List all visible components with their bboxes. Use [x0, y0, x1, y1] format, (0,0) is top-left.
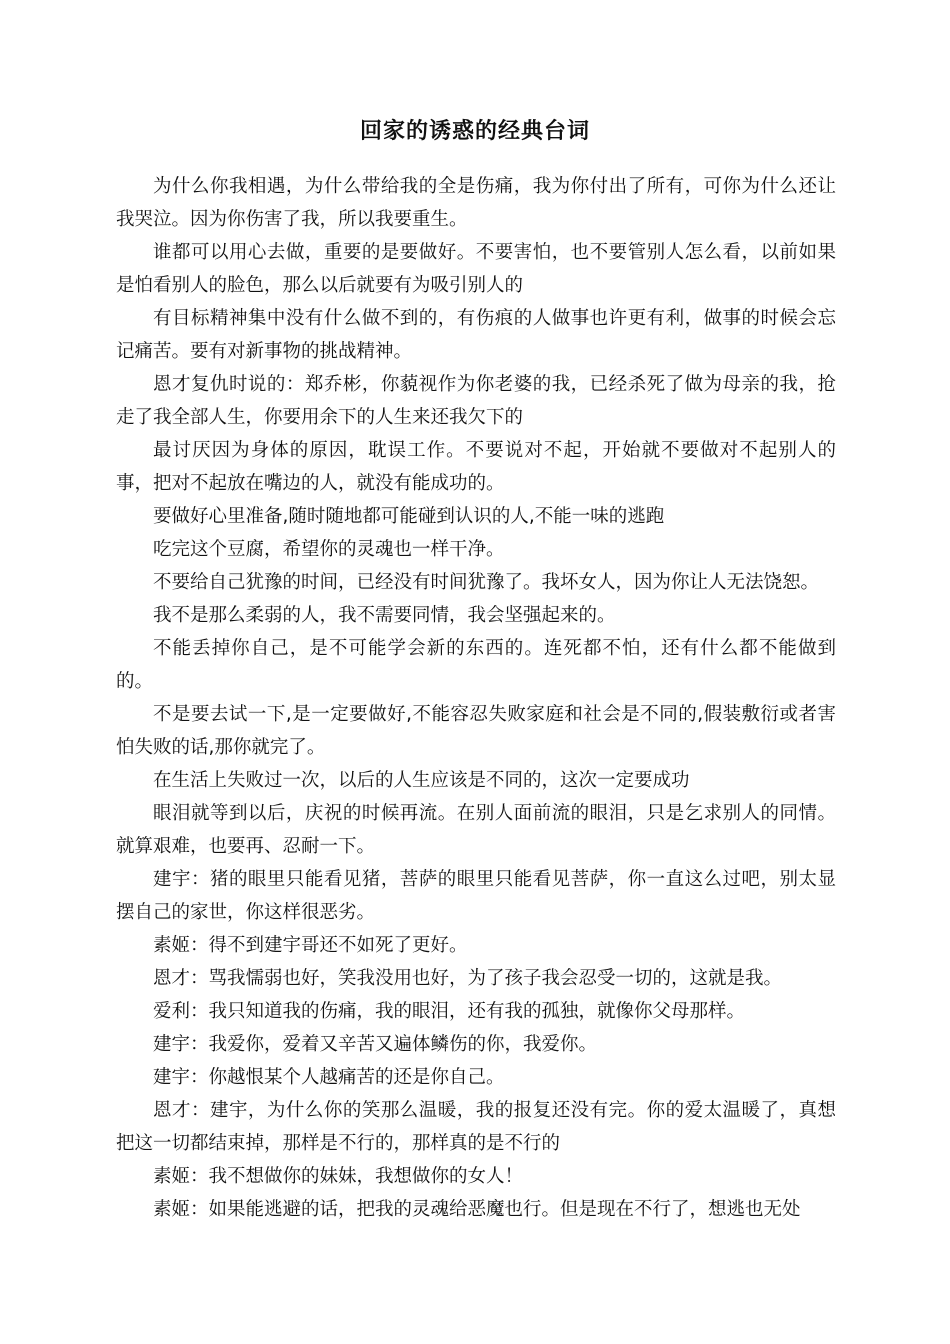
paragraph: 恩才：建宇，为什么你的笑那么温暖，我的报复还没有完。你的爱太温暖了，真想把这一切都结束掉，那样是不行的，那样真的是不行的 — [116, 1100, 836, 1154]
document-body — [116, 170, 836, 1226]
paragraph: 为什么你我相遇，为什么带给我的全是伤痛，我为你付出了所有，可你为什么还让我哭泣。因为你伤害了我，所以我要重生。 — [116, 176, 836, 230]
paragraph: 建宇：我爱你，爱着又辛苦又遍体鳞伤的你，我爱你。 — [153, 1034, 598, 1055]
paragraph: 要做好心里准备,随时随地都可能碰到认识的人,不能一味的逃跑 — [153, 506, 665, 527]
paragraph: 恩才复仇时说的：郑乔彬，你藐视作为你老婆的我，已经杀死了做为母亲的我，抢走了我全部人生，你要用余下的人生来还我欠下的 — [116, 374, 836, 428]
paragraph: 最讨厌因为身体的原因，耽误工作。不要说对不起，开始就不要做对不起别人的事，把对不起放在嘴边的人，就没有能成功的。 — [116, 440, 836, 494]
paragraph: 爱利：我只知道我的伤痛，我的眼泪，还有我的孤独，就像你父母那样。 — [153, 1001, 746, 1022]
paragraph: 不要给自己犹豫的时间，已经没有时间犹豫了。我坏女人，因为你让人无法饶恕。 — [153, 572, 820, 593]
paragraph: 我不是那么柔弱的人，我不需要同情，我会坚强起来的。 — [153, 605, 616, 626]
document-title: 回家的诱惑的经典台词 — [359, 119, 590, 144]
paragraph: 恩才：骂我懦弱也好，笑我没用也好，为了孩子我会忍受一切的，这就是我。 — [153, 968, 783, 989]
paragraph: 素姬：得不到建宇哥还不如死了更好。 — [153, 935, 468, 956]
paragraph: 建宇：猪的眼里只能看见猪，菩萨的眼里只能看见菩萨，你一直这么过吧，别太显摆自己的家世，你这样很恶劣。 — [116, 869, 836, 923]
paragraph: 眼泪就等到以后，庆祝的时候再流。在别人面前流的眼泪，只是乞求别人的同情。就算艰难，也要再、忍耐一下。 — [116, 803, 836, 857]
paragraph: 建宇：你越恨某个人越痛苦的还是你自己。 — [153, 1067, 505, 1088]
paragraph: 有目标精神集中没有什么做不到的，有伤痕的人做事也许更有利，做事的时候会忘记痛苦。要有对新事物的挑战精神。 — [116, 308, 836, 362]
paragraph: 在生活上失败过一次，以后的人生应该是不同的，这次一定要成功 — [153, 770, 690, 791]
paragraph: 素姬：如果能逃避的话，把我的灵魂给恶魔也行。但是现在不行了，想逃也无处 — [153, 1199, 801, 1220]
paragraph: 不是要去试一下,是一定要做好,不能容忍失败家庭和社会是不同的,假装敷衍或者害怕失败的话,那你就完了。 — [116, 704, 836, 758]
paragraph: 不能丢掉你自己，是不可能学会新的东西的。连死都不怕，还有什么都不能做到的。 — [116, 638, 836, 692]
paragraph: 素姬：我不想做你的妹妹，我想做你的女人！ — [153, 1166, 524, 1187]
paragraph: 吃完这个豆腐，希望你的灵魂也一样干净。 — [153, 539, 505, 560]
paragraph: 谁都可以用心去做，重要的是要做好。不要害怕，也不要管别人怎么看，以前如果是怕看别人的脸色，那么以后就要有为吸引别人的 — [116, 242, 836, 296]
